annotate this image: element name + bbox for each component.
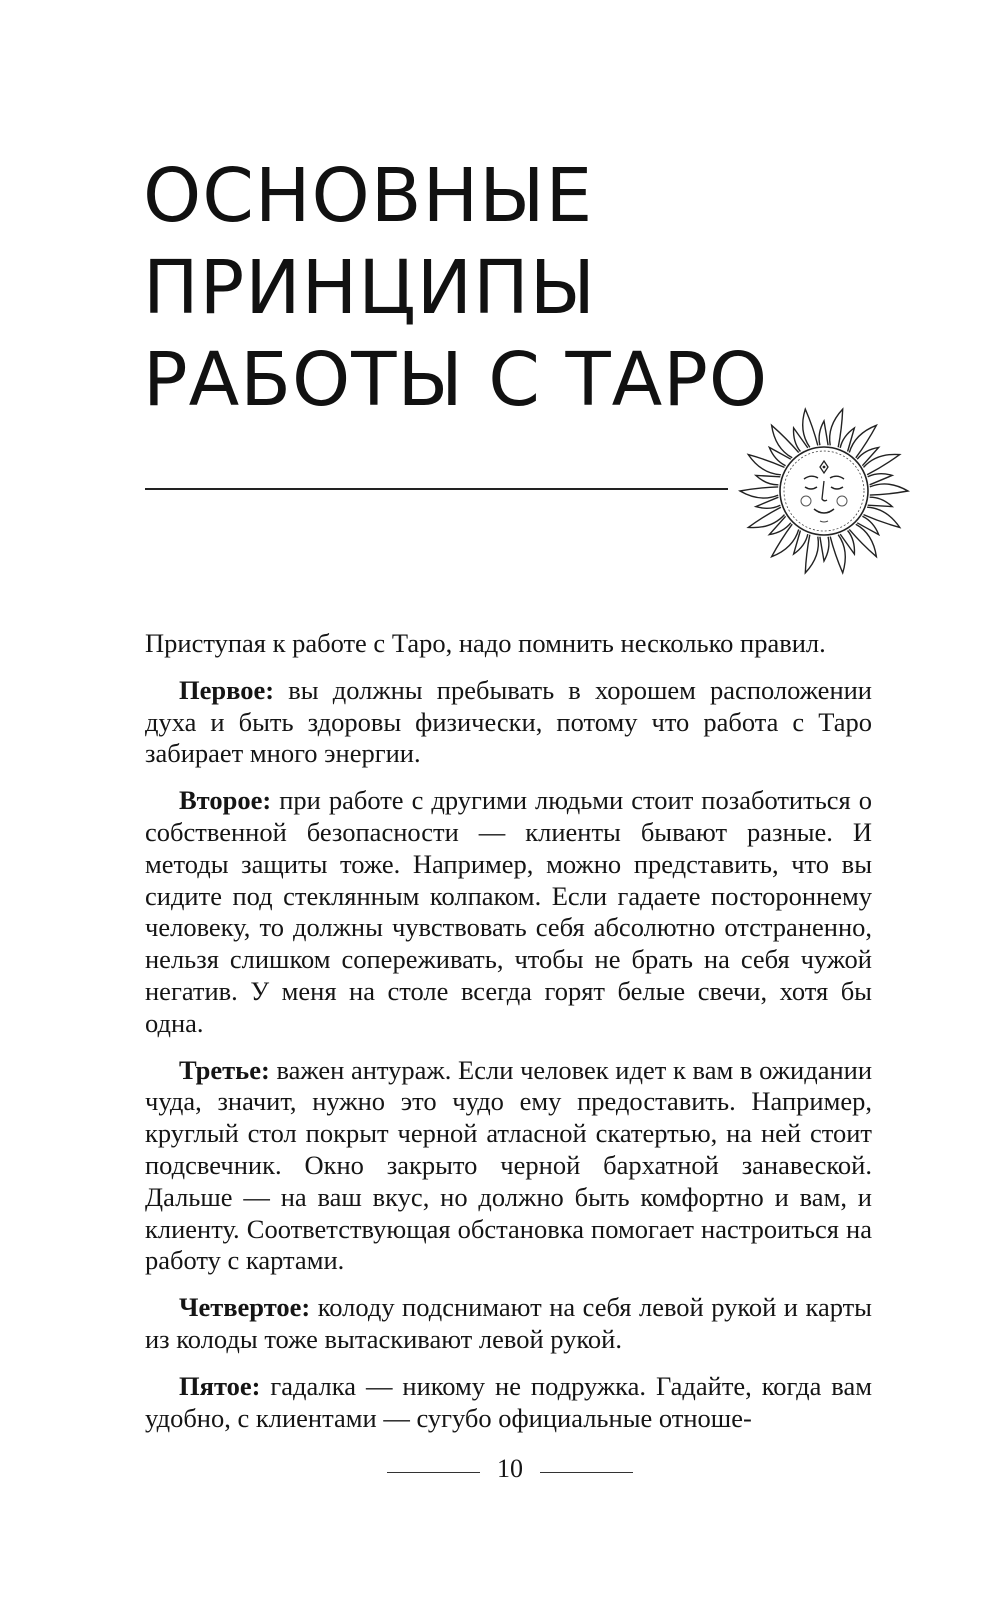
sun-ray <box>803 409 818 447</box>
rule-text-5: гадалка — никому не подружка. Гадайте, когда вам удобно, с клиентами — сугубо официальные отноше- <box>145 1370 872 1433</box>
rule-lead-5: Пятое: <box>179 1370 261 1401</box>
sun-ray <box>794 531 808 555</box>
rule-lead-1: Первое: <box>179 674 275 705</box>
chapter-title-line-2: ПРИНЦИПЫ <box>143 245 597 331</box>
rule-lead-3: Третье: <box>179 1054 270 1085</box>
rule-text-3: важен антураж. Если человек идет к вам в ожидании чуда, значит, нужно это чудо ему предоставить. Например, круглый стол покрыт черной атласной скатертью, на ней стоит подсвечник. Окно закрыто черной бархатной занавеской. Дальше — на ваш вкус, но должно быть комфортно и вам, и клиенту. Соответствующая обстановка помогает настроиться на работу с картами. <box>145 1054 872 1276</box>
sun-ray <box>819 421 828 445</box>
rule-lead-2: Второе: <box>179 785 272 816</box>
chapter-title-line-1: ОСНОВНЫЕ <box>143 153 594 239</box>
chapter-title <box>143 150 783 426</box>
rule-paragraph-4 <box>145 1292 872 1356</box>
body-text <box>145 628 872 1449</box>
rule-paragraph-2 <box>145 785 872 1039</box>
sun-ray <box>840 428 854 452</box>
rule-text-1: вы должны пребывать в хорошем расположении духа и быть здоровы физически, потому что работа с Таро забирает много энергии. <box>145 674 872 769</box>
sun-ray <box>864 507 900 527</box>
sun-ray <box>820 537 829 561</box>
sun-ray <box>830 409 843 447</box>
rule-text-4: колоду подснимают на себя левой рукой и карты из колоды тоже вытаскивают левой рукой. <box>145 1292 872 1354</box>
sun-ray <box>805 535 818 573</box>
rule-lead-4: Четвертое: <box>179 1292 311 1323</box>
intro-paragraph: Приступая к работе с Таро, надо помнить несколько правил. <box>145 628 826 658</box>
page-footer <box>0 1452 1000 1492</box>
rule-text-2: при работе с другими людьми стоит позаботиться о собственной безопасности — клиенты бывают разные. И методы защиты тоже. Например, можно представить, что вы сидите под стеклянным колпаком. Если гадаете постороннему человеку, то должны чувствовать себя абсолютно отстраненно, нельзя слишком сопереживать, чтобы не брать на себя чужой негатив. У меня на столе всегда горят белые свечи, хотя бы одна. <box>145 785 872 1038</box>
sun-ray <box>830 535 845 573</box>
sun-ray <box>740 487 778 498</box>
sun-ray <box>756 497 781 508</box>
footer-dash-left <box>387 1472 480 1473</box>
rule-paragraph-5 <box>145 1371 872 1435</box>
sun-face-icon <box>738 405 910 577</box>
title-divider <box>145 488 728 490</box>
sun-ray <box>748 455 784 475</box>
sun-ray <box>756 475 781 484</box>
sun-ray <box>868 497 893 506</box>
footer-dash-right <box>540 1472 633 1473</box>
chapter-title-line-3: РАБОТЫ С ТАРО <box>143 337 769 423</box>
rule-paragraph-1 <box>145 675 872 770</box>
sun-ray <box>870 484 908 495</box>
page-number: 10 <box>497 1454 523 1483</box>
sun-ray <box>868 474 893 485</box>
rule-paragraph-3 <box>145 1055 872 1278</box>
